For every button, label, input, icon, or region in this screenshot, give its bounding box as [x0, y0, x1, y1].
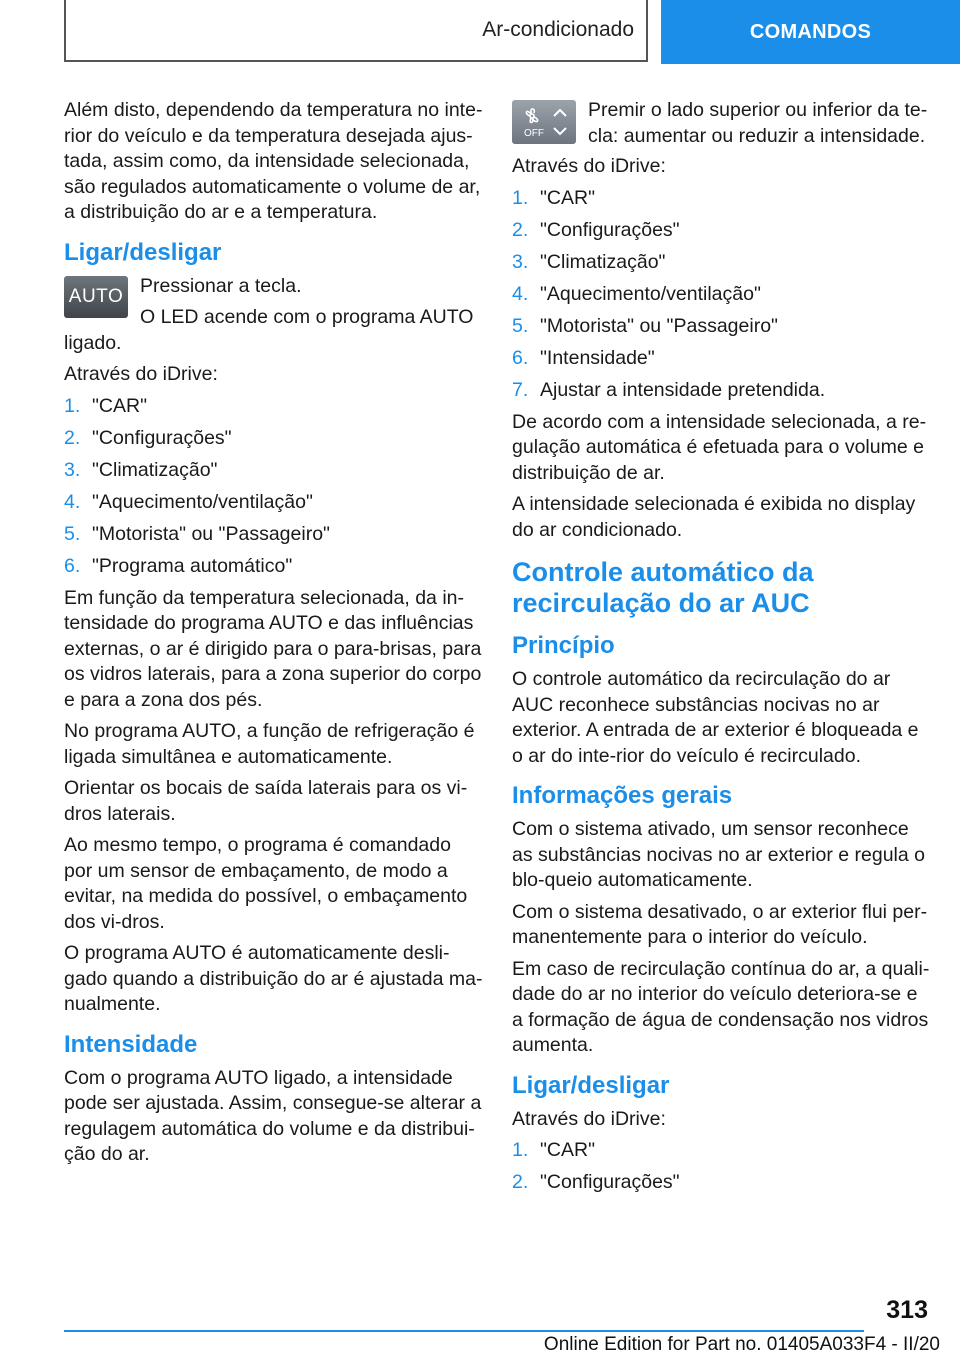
list-item: 5. "Motorista" ou "Passageiro" — [64, 522, 330, 545]
heading-auc: Controle automático da recirculação do ar AUC — [512, 557, 814, 618]
page-header — [0, 0, 960, 66]
svg-text:OFF: OFF — [524, 128, 544, 139]
via-idrive-label: Através do iDrive: — [512, 155, 666, 177]
paragraph: No programa AUTO, a função de refrigeração é ligada simultânea e automaticamente. — [64, 720, 475, 768]
via-idrive-label: Através do iDrive: — [64, 363, 218, 385]
page-number: 313 — [886, 1296, 928, 1324]
list-item: 5. "Motorista" ou "Passageiro" — [512, 314, 778, 337]
paragraph: Em caso de recirculação contínua do ar, a quali-dade do ar no interior do veículo deteriora-se e a formação de água de condensação nos vidros aumenta. — [512, 957, 930, 1056]
list-item: 2. "Configurações" — [512, 1171, 680, 1193]
heading-intensidade: Intensidade — [64, 1030, 198, 1058]
chapter-tab: COMANDOS — [661, 0, 960, 64]
list-item: 3. "Climatização" — [64, 458, 218, 481]
list-item: 4. "Aquecimento/ventilação" — [512, 282, 761, 305]
list-item: 1. "CAR" — [64, 394, 148, 417]
paragraph: Orientar os bocais de saída laterais para os vi-dros laterais. — [64, 777, 468, 825]
footer-edition — [300, 1334, 940, 1356]
idrive-steps-list — [512, 186, 932, 404]
edition-text: Online Edition for Part no. 01405A033F4 - II/20 — [543, 1334, 940, 1355]
list-item: 6. "Intensidade" — [512, 346, 655, 369]
paragraph: Com o sistema ativado, um sensor reconhece as substâncias nocivas no ar exterior e regula o blo-queio automaticamente. — [512, 818, 925, 891]
list-item: 2. "Configurações" — [512, 218, 680, 241]
list-item: 4. "Aquecimento/ventilação" — [64, 490, 313, 513]
paragraph: A intensidade selecionada é exibida no display do ar condicionado. — [512, 493, 916, 541]
fan-intensity-button-icon — [512, 100, 576, 144]
led-on-text: O LED acende com o programa AUTO ligado. — [64, 306, 474, 354]
section-title: Ar-condicionado — [64, 0, 648, 62]
paragraph: Ao mesmo tempo, o programa é comandado por um sensor de embaçamento, de modo a evitar, na medida do possível, o embaçamento dos vi-dros. — [64, 834, 468, 933]
idrive-steps-list — [512, 1138, 932, 1196]
idrive-steps-list — [64, 394, 484, 580]
footer-divider — [64, 1330, 864, 1332]
fan-icon — [514, 102, 574, 142]
list-item: 2. "Configurações" — [64, 426, 232, 449]
paragraph: O controle automático da recirculação do ar AUC reconhece substâncias nocivas no ar exterior. A entrada de ar exterior é bloqueada e o ar do inte-rior do veículo é recirculado. — [512, 668, 919, 767]
right-column — [512, 98, 932, 1202]
auto-button-icon: AUTO — [64, 276, 128, 318]
list-item: 1. "CAR" — [512, 186, 596, 209]
paragraph: Com o programa AUTO ligado, a intensidade pode ser ajustada. Assim, consegue-se alterar a regulagem automática do volume e da distribui-ção do ar. — [64, 1066, 482, 1165]
auto-button-row — [64, 274, 484, 357]
heading-principio: Princípio — [512, 632, 615, 659]
heading-informacoes-gerais: Informações gerais — [512, 782, 733, 809]
paragraph: Em função da temperatura selecionada, da in-tensidade do programa AUTO e das influências externas, o ar é dirigido para o para-brisas, para os vidros laterais, para a zona superior do corpo e para a zona dos pés. — [64, 586, 482, 711]
fan-button-row — [512, 98, 932, 150]
left-column — [64, 98, 484, 1174]
paragraph: O programa AUTO é automaticamente desli-gado quando a distribuição do ar é ajustada ma-nualmente. — [64, 942, 483, 1015]
list-item: 7. Ajustar a intensidade pretendida. — [512, 378, 826, 401]
intro-paragraph: Além disto, dependendo da temperatura no inte-rior do veículo e da temperatura desejada ajus-tada, assim como, da intensidade selecionada, são regulados automaticamente o volume de ar, a distribuição do ar e a temperatura. — [64, 99, 483, 223]
list-item: 6. "Programa automático" — [64, 554, 293, 577]
heading-ligar-desligar-2: Ligar/desligar — [512, 1071, 670, 1099]
paragraph: Com o sistema desativado, o ar exterior flui per-manentemente para o interior do veículo. — [512, 900, 928, 948]
via-idrive-label: Através do iDrive: — [512, 1107, 666, 1130]
heading-ligar-desligar: Ligar/desligar — [64, 238, 222, 266]
paragraph: De acordo com a intensidade selecionada, a re-gulação automática é efetuada para o volume e distribuição de ar. — [512, 410, 927, 484]
list-item: 3. "Climatização" — [512, 250, 666, 273]
press-key-text: Pressionar a tecla. — [140, 274, 302, 297]
press-fan-text: Premir o lado superior ou inferior da te-cla: aumentar ou reduzir a intensidade. — [588, 99, 928, 147]
list-item: 1. "CAR" — [512, 1139, 596, 1161]
